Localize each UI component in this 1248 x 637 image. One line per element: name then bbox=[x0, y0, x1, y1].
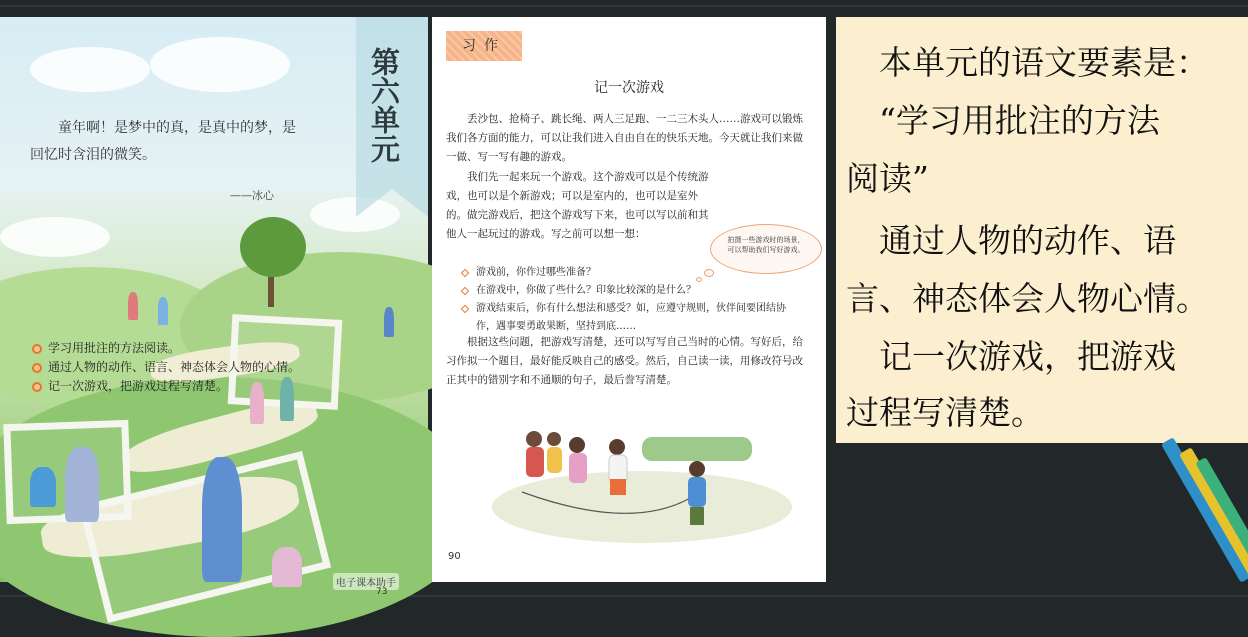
board-line bbox=[0, 5, 1248, 7]
note-line: 言、神态体会人物心情。 bbox=[846, 279, 1209, 318]
prompt-item bbox=[462, 282, 802, 300]
note-line: 过程写清楚。 bbox=[846, 393, 1044, 432]
bullet-icon bbox=[32, 382, 42, 392]
paragraph: 我们先一起来玩一个游戏。这个游戏可以是个传统游戏，也可以是个新游戏；可以是室内的，也可以是室外的。做完游戏后，把这个游戏写下来，也可以写以前和其他人一起玩过的游戏。写之前可以想一想： bbox=[446, 171, 709, 240]
jump-rope-illustration bbox=[492, 417, 752, 547]
watermark: 电子课本助手 bbox=[333, 573, 399, 590]
paragraph: 根据这些问题，把游戏写清楚，还可以写写自己当时的心情。写好后，给习作拟一个题目，最好能反映自己的感受。然后，自己读一读，用修改符号改正其中的错别字和不通顺的句子，最后誊写清楚。 bbox=[446, 336, 803, 386]
crayons-decoration bbox=[1160, 430, 1248, 604]
goal-item bbox=[32, 358, 300, 377]
goal-text: 记一次游戏，把游戏过程写清楚。 bbox=[48, 379, 229, 393]
note-line: 阅读” bbox=[846, 159, 929, 198]
tree-crown bbox=[240, 217, 306, 277]
composition-page bbox=[432, 17, 826, 582]
unit-goals-list bbox=[32, 339, 300, 396]
cover-quote: 童年啊！是梦中的真，是真中的梦，是回忆时含泪的微笑。 bbox=[30, 120, 296, 163]
diamond-bullet-icon bbox=[461, 305, 469, 313]
page-number: 73 bbox=[376, 587, 388, 597]
bullet-icon bbox=[32, 344, 42, 354]
bullet-icon bbox=[32, 363, 42, 373]
prompt-text: 游戏结束后，你有什么想法和感受？如，应遵守规则，伙伴间要团结协作，遇事要勇敢果断，坚持到底…… bbox=[476, 303, 786, 332]
tip-bubble: 拍摄一些游戏时的场景，可以帮助我们写好游戏。 bbox=[710, 224, 822, 274]
adult-figure bbox=[65, 447, 99, 522]
prompt-list bbox=[462, 264, 802, 336]
cloud bbox=[0, 217, 110, 257]
goal-item bbox=[32, 377, 300, 396]
cloud bbox=[30, 47, 150, 92]
child-figure bbox=[384, 307, 394, 337]
unit-cover-page bbox=[0, 17, 428, 597]
note-line: 记一次游戏，把游戏 bbox=[846, 337, 1176, 376]
prompt-text: 游戏前，你作过哪些准备？ bbox=[476, 267, 596, 278]
goal-text: 学习用批注的方法阅读。 bbox=[48, 341, 181, 355]
note-line: 通过人物的动作、语 bbox=[846, 221, 1176, 260]
diamond-bullet-icon bbox=[461, 287, 469, 295]
diamond-bullet-icon bbox=[461, 269, 469, 277]
page-number: 90 bbox=[448, 551, 461, 562]
note-line: “学习用批注的方法 bbox=[846, 101, 1160, 140]
goal-text: 通过人物的动作、语言、神态体会人物的心情。 bbox=[48, 360, 301, 374]
note-card bbox=[836, 17, 1248, 443]
unit-title: 第六单元 bbox=[367, 47, 401, 163]
section-tag: 习作 bbox=[446, 31, 522, 61]
prompt-item bbox=[462, 300, 802, 336]
goal-item bbox=[32, 339, 300, 358]
adult-figure bbox=[202, 457, 242, 582]
prompt-text: 在游戏中，你做了些什么？印象比较深的是什么？ bbox=[476, 285, 696, 296]
prompt-item bbox=[462, 264, 802, 282]
child-figure bbox=[272, 547, 302, 587]
child-on-bike bbox=[30, 467, 56, 507]
composition-title: 记一次游戏 bbox=[594, 80, 664, 96]
cloud bbox=[150, 37, 290, 92]
child-figure bbox=[128, 292, 138, 320]
quote-author: ——冰心 bbox=[230, 189, 274, 202]
child-figure bbox=[158, 297, 168, 325]
paragraph: 丢沙包、抢椅子、跳长绳、两人三足跑、一二三木头人……游戏可以锻炼我们各方面的能力，可以让我们进入自由自在的快乐天地。今天就让我们来做一做、写一写有趣的游戏。 bbox=[446, 113, 803, 163]
note-line: 本单元的语文要素是： bbox=[846, 43, 1209, 82]
